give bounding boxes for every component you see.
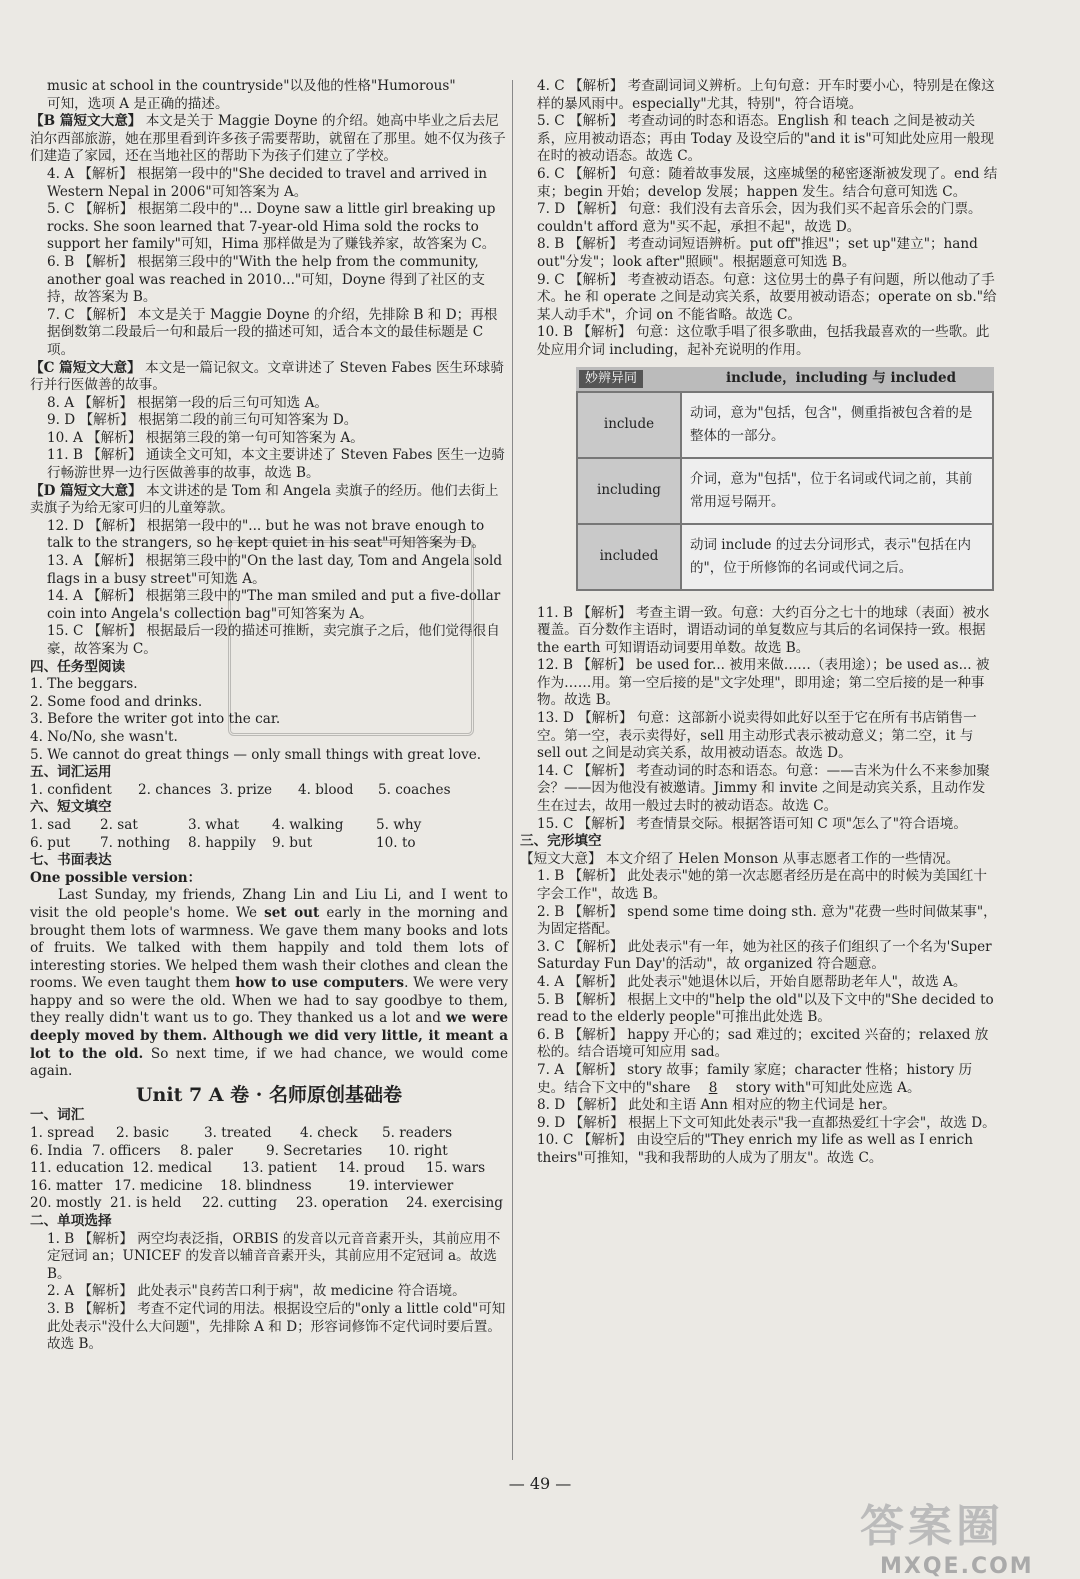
word-answer: 1. confident — [30, 781, 112, 798]
word-answer: 6. put — [30, 834, 71, 851]
answer-6: 6. B 【解析】 根据第三段中的"With the help from the community, another goal was reached in 2010..."可知，Doyne 得到了社区的支持，故答案为 B。 — [47, 253, 485, 306]
cloze-answer-2: 2. B 【解析】 spend some time doing sth. 意为"花费一些时间做某事"，为固定搭配。 — [537, 903, 997, 938]
essay-text: Last Sunday, my friends, Zhang Lin and Liu Li, and I went to visit the old people's home. We — [30, 887, 508, 921]
word-answer: 9. but — [272, 834, 313, 851]
answer-8: 8. A 【解析】 根据第一段的后三句可知选 A。 — [47, 394, 328, 411]
vocabulary-row — [30, 1195, 508, 1213]
right-column — [520, 78, 998, 1168]
answer-text: 7. A 【解析】 story 故事；family 家庭；character 性格；history 历史。结合下文中的"share — [537, 1061, 973, 1096]
table-row — [577, 524, 993, 590]
choice-answer-9: 9. C 【解析】 考查被动语态。句意：这位男士的鼻子有问题，所以他动了手术。he 和 operate 之间是动宾关系，故要用被动语态；operate on sb."给某人动手术"，介词 on 不能省略。故选 C。 — [537, 271, 997, 323]
word-answer: 9. Secretaries — [266, 1142, 363, 1159]
choice-answer-4: 4. C 【解析】 考查副词词义辨析。上句句意：开车时要小心，特别是在像这样的暴风雨中。especially"尤其，特别"，符合语境。 — [537, 78, 995, 112]
answer-11: 11. B 【解析】 通读全文可知，本文主要讲述了 Steven Fabes 医生一边骑行畅游世界一边行医做善事的故事，故选 B。 — [47, 447, 505, 482]
word-answer: 3. prize — [220, 781, 273, 798]
table-desc: 动词 include 的过去分词形式，表示"包括在内的"，位于所修饰的名词或代词之后。 — [681, 524, 993, 590]
word-answer: 10. right — [388, 1142, 448, 1159]
essay-highlight: how to use computers — [235, 975, 405, 992]
blank-number: 8 — [708, 1079, 718, 1096]
word-answer: 19. interviewer — [348, 1177, 454, 1194]
word-answer: 10. to — [376, 834, 416, 851]
essay-highlight: set out — [264, 904, 320, 921]
logo-text: 答案圈 — [860, 1501, 1004, 1552]
watermark-logo — [860, 1490, 1060, 1579]
word-answer: 3. treated — [204, 1125, 272, 1142]
passage-d-summary — [30, 483, 508, 518]
choice-answer-3: 3. B 【解析】 考查不定代词的用法。根据设空后的"only a little cold"可知此处表示"没什么大问题"，先排除 A 和 D；形容词修饰不定代词时要后置。故选 B。 — [47, 1300, 506, 1353]
cloze-summary: 【短文大意】 本文介绍了 Helen Monson 从事志愿者工作的一些情况。 — [520, 850, 960, 867]
essay-text: . We were very happy and so were the old. When we had to say goodbye to them, they really didn't want us to go. They thanked us a lot and — [30, 975, 508, 1027]
answer-5: 5. C 【解析】 根据第二段中的"... Doyne saw a little girl breaking up rocks. She soon learned that 7-year-old Hima sold the rocks to support her family"可知，Hima 那样做是为了赚钱养家，故答案为 C。 — [47, 201, 496, 253]
page-number: — 49 — — [508, 1474, 572, 1493]
text-line: music at school in the countryside"以及他的性格"Humorous" — [47, 78, 456, 94]
summary-text: 本文是关于 Maggie Doyne 的介绍。她高中毕业之后去尼泊尔西部旅游，她在那里看到许多孩子需要帮助，就留在了那里。她不仅为孩子们建造了家园，还在当地社区的帮助下为孩子们建立了学校。 — [30, 113, 506, 165]
fill-row — [30, 817, 508, 835]
vocabulary-row — [30, 1125, 508, 1143]
unit-title: Unit 7 A 卷 · 名师原创基础卷 — [135, 1083, 403, 1106]
word-answer: 6. India — [30, 1142, 83, 1159]
answer-4: 4. A 【解析】 根据第一段中的"She decided to travel and arrived in Western Nepal in 2006"可知答案为 A。 — [47, 165, 488, 200]
essay-text: early in the morning and brought them lots of warmness. We gave them many books and lots of fruits. We talked with them happily and told them lots of interesting stories. We helped them wash their clothes and clean the rooms. We even taught them — [30, 904, 508, 992]
choice-answer-5: 5. C 【解析】 考查动词的时态和语态。English 和 teach 之间是被动关系，应用被动语态；再由 Today 及设空后的"and it is"可知此处应用一般现在时的被动语态。故选 C。 — [537, 113, 995, 165]
task-answer-3: 3. Before the writer got into the car. — [30, 711, 281, 728]
cloze-answer-10: 10. C 【解析】 由设空后的"They enrich my life as well as I enrich theirs"可推知，"我和我帮助的人成为了朋友"。故选 C。 — [537, 1132, 973, 1166]
choice-answer-10: 10. B 【解析】 句意：这位歌手唱了很多歌曲，包括我最喜欢的一些歌。此处应用介词 including，起补充说明的作用。 — [537, 324, 990, 358]
word-answer: 24. exercising — [406, 1195, 503, 1212]
word-answer: 7. nothing — [100, 834, 171, 851]
word-answer: 22. cutting — [202, 1195, 278, 1212]
table-desc: 介词，意为"包括"，位于名词或代词之前，其前常用逗号隔开。 — [681, 458, 993, 524]
summary-text: 本文是一篇记叙文。文章讲述了 Steven Fabes 医生环球骑行并行医做善的故事。 — [30, 359, 504, 394]
essay-highlight: we were deeply moved by them. Although we did very little, it meant a lot to the old. — [30, 1010, 508, 1062]
word-answer: 12. medical — [132, 1160, 212, 1177]
task-answer-5: 5. We cannot do great things — only small things with great love. — [30, 746, 482, 763]
word-answer: 4. check — [300, 1125, 358, 1142]
vocabulary-row — [30, 1160, 508, 1178]
word-answer: 7. officers — [92, 1142, 161, 1159]
word-answer: 4. walking — [272, 816, 344, 833]
answer-15: 15. C 【解析】 根据最后一段的描述可推断，卖完旗子之后，他们觉得很自豪，故答案为 C。 — [47, 623, 500, 657]
left-column — [30, 78, 508, 1354]
section-title-cloze-fill: 六、短文填空 — [30, 799, 112, 816]
essay-text: So next time, if we had chance, we would come again. — [30, 1045, 508, 1080]
cloze-answer-9: 9. D 【解析】 根据上下文可知此处表示"我一直都热爱红十字会"，故选 D。 — [537, 1114, 996, 1131]
choice-answer-11: 11. B 【解析】 考查主谓一致。句意：大约百分之七十的地球（表面）被水覆盖。百分数作主语时，谓语动词的单复数应与其后的名词保持一致。根据 the earth 可知谓语动词要用单数。故选 B。 — [537, 604, 990, 656]
comparison-title: include，including 与 included — [726, 369, 957, 386]
section-title-vocabulary-use: 五、词汇运用 — [30, 764, 112, 781]
vocabulary-row — [30, 782, 508, 800]
table-desc: 动词，意为"包括，包含"，侧重指被包含着的是整体的一部分。 — [681, 392, 993, 458]
word-answer: 20. mostly — [30, 1195, 102, 1212]
cloze-answer-4: 4. A 【解析】 此处表示"她退休以后，开始自愿帮助老年人"，故选 A。 — [537, 973, 967, 990]
choice-answer-15: 15. C 【解析】 考查情景交际。根据答语可知 C 项"怎么了"符合语境。 — [537, 815, 967, 832]
vocabulary-row — [30, 1178, 508, 1196]
logo-site: MXQE.COM — [880, 1554, 1034, 1579]
choice-answer-13: 13. D 【解析】 句意：这部新小说卖得如此好以至于它在所有书店销售一空。第一空，表示卖得好，sell 用主动形式表示被动意义；第二空，it 与 sell out 之间是动宾关系，故用被动语态。故选 D。 — [537, 710, 977, 762]
text-line: 可知，选项 A 是正确的描述。 — [47, 95, 229, 112]
passage-b-summary — [30, 113, 508, 166]
comparison-table — [576, 391, 994, 591]
answer-14: 14. A 【解析】 根据第三段中的"The man smiled and put a five-dollar coin into Angela's collection bag"可知答案为 A。 — [47, 588, 501, 622]
answer-12: 12. D 【解析】 根据第一段中的"... but he was not brave enough to talk to the strangers, so he kept quiet in his seat"可知答案为 D。 — [47, 517, 486, 552]
word-answer: 2. basic — [116, 1125, 170, 1142]
answer-10: 10. A 【解析】 根据第三段的第一句可知答案为 A。 — [47, 429, 364, 446]
table-word: included — [577, 524, 681, 590]
vocabulary-row — [30, 1143, 508, 1161]
word-answer: 13. patient — [242, 1160, 317, 1177]
choice-answer-6: 6. C 【解析】 句意：随着故事发展，这座城堡的秘密逐渐被发现了。end 结束；begin 开始；develop 发展；happen 发生。结合句意可知选 C。 — [537, 165, 998, 200]
cloze-answer-3: 3. C 【解析】 此处表示"有一年，她为社区的孩子们组织了一个名为'Super Saturday Fun Day'的活动"，故 organized 符合题意。 — [537, 938, 992, 973]
table-word: include — [577, 392, 681, 458]
word-answer: 21. is held — [110, 1195, 182, 1212]
choice-answer-8: 8. B 【解析】 考查动词短语辨析。put off"推迟"；set up"建立"；hand out"分发"；look after"照顾"。根据题意可知选 B。 — [537, 236, 978, 270]
section-title-writing: 七、书面表达 — [30, 852, 112, 869]
cloze-answer-8: 8. D 【解析】 此处和主语 Ann 相对应的物主代词是 her。 — [537, 1097, 896, 1114]
section-title-single-choice: 二、单项选择 — [30, 1213, 112, 1229]
section-header: 【D 篇短文大意】 — [30, 482, 142, 499]
choice-answer-7: 7. D 【解析】 句意：我们没有去音乐会，因为我们买不起音乐会的门票。couldn't afford 意为"买不起，承担不起"，故选 D。 — [537, 201, 982, 235]
fill-row — [30, 835, 508, 853]
answer-7: 7. C 【解析】 本文是关于 Maggie Doyne 的介绍，先排除 B 和 D；再根据倒数第二段最后一句和最后一段的描述可知，适合本文的最佳标题是 C 项。 — [47, 306, 498, 358]
word-answer: 14. proud — [338, 1160, 405, 1177]
column-divider — [512, 80, 513, 1460]
answer-text: story with"可知此处应选 A。 — [735, 1079, 921, 1096]
choice-answer-1: 1. B 【解析】 两空均表泛指，ORBIS 的发音以元音音素开头，其前应用不定冠词 an；UNICEF 的发音以辅音音素开头，其前应用不定冠词 a。故选 B。 — [47, 1230, 501, 1282]
word-answer: 17. medicine — [114, 1177, 203, 1194]
answer-13: 13. A 【解析】 根据第三段中的"On the last day, Tom and Angela sold flags in a busy street"可知选 A。 — [47, 553, 503, 587]
section-header: 【B 篇短文大意】 — [30, 113, 142, 130]
comparison-tag: 妙辨异同 — [579, 370, 643, 388]
word-answer: 23. operation — [296, 1195, 389, 1212]
word-answer: 8. happily — [188, 834, 256, 851]
word-answer: 5. readers — [382, 1125, 453, 1142]
section-header: 【C 篇短文大意】 — [30, 359, 141, 376]
word-answer: 11. education — [30, 1160, 124, 1177]
word-answer: 8. paler — [180, 1142, 233, 1159]
version-label: One possible version： — [30, 869, 202, 886]
word-answer: 2. sat — [100, 816, 138, 833]
word-answer: 1. spread — [30, 1125, 95, 1142]
task-answer-4: 4. No/No, she wasn't. — [30, 728, 178, 745]
word-answer: 4. blood — [298, 781, 354, 798]
word-answer: 15. wars — [426, 1160, 486, 1177]
task-answer-1: 1. The beggars. — [30, 676, 138, 693]
cloze-answer-1: 1. B 【解析】 此处表示"她的第一次志愿者经历是在高中的时候为美国红十字会工作"，故选 B。 — [537, 868, 987, 902]
word-answer: 3. what — [188, 816, 240, 833]
word-answer: 18. blindness — [220, 1177, 312, 1194]
table-row — [577, 458, 993, 524]
cloze-answer-5: 5. B 【解析】 根据上文中的"help the old"以及下文中的"She decided to read to the elderly people"可推出此处选 B。 — [537, 991, 994, 1026]
word-answer: 1. sad — [30, 816, 72, 833]
cloze-answer-6: 6. B 【解析】 happy 开心的；sad 难过的；excited 兴奋的；relaxed 放松的。结合语境可知应用 sad。 — [537, 1026, 989, 1061]
essay-paragraph — [30, 887, 508, 1081]
word-answer: 16. matter — [30, 1177, 103, 1194]
section-title-vocabulary: 一、词汇 — [30, 1107, 85, 1124]
choice-answer-14: 14. C 【解析】 考查动词的时态和语态。句意：——吉米为什么不来参加聚会？——因为他没有被邀请。Jimmy 和 invite 之间是动宾关系，且动作发生在过去，故用一般过去时的被动语态。故选 C。 — [537, 762, 990, 815]
summary-text: 本文讲述的是 Tom 和 Angela 卖旗子的经历。他们去街上卖旗子为给无家可归的儿童筹款。 — [30, 482, 499, 517]
word-answer: 5. coaches — [378, 781, 451, 798]
answer-9: 9. D 【解析】 根据第二段的前三句可知答案为 D。 — [47, 412, 358, 429]
choice-answer-2: 2. A 【解析】 此处表示"良药苦口利于病"，故 medicine 符合语境。 — [47, 1283, 466, 1300]
task-answer-2: 2. Some food and drinks. — [30, 693, 203, 710]
section-title-cloze: 三、完形填空 — [520, 833, 602, 850]
table-row — [577, 392, 993, 458]
word-answer: 2. chances — [138, 781, 212, 798]
passage-c-summary — [30, 360, 508, 395]
cloze-answer-7 — [520, 1062, 998, 1097]
choice-answer-12: 12. B 【解析】 be used for... 被用来做……（表用途）；be used as... 被作为……用。第一空后接的是"文字处理"，即用途；第二空后接的是一种事物。故选 B。 — [537, 657, 990, 709]
comparison-box-header — [576, 367, 994, 391]
sample-essay — [30, 887, 508, 1081]
table-word: including — [577, 458, 681, 524]
word-answer: 5. why — [376, 816, 422, 833]
section-title-task-reading: 四、任务型阅读 — [30, 658, 126, 675]
